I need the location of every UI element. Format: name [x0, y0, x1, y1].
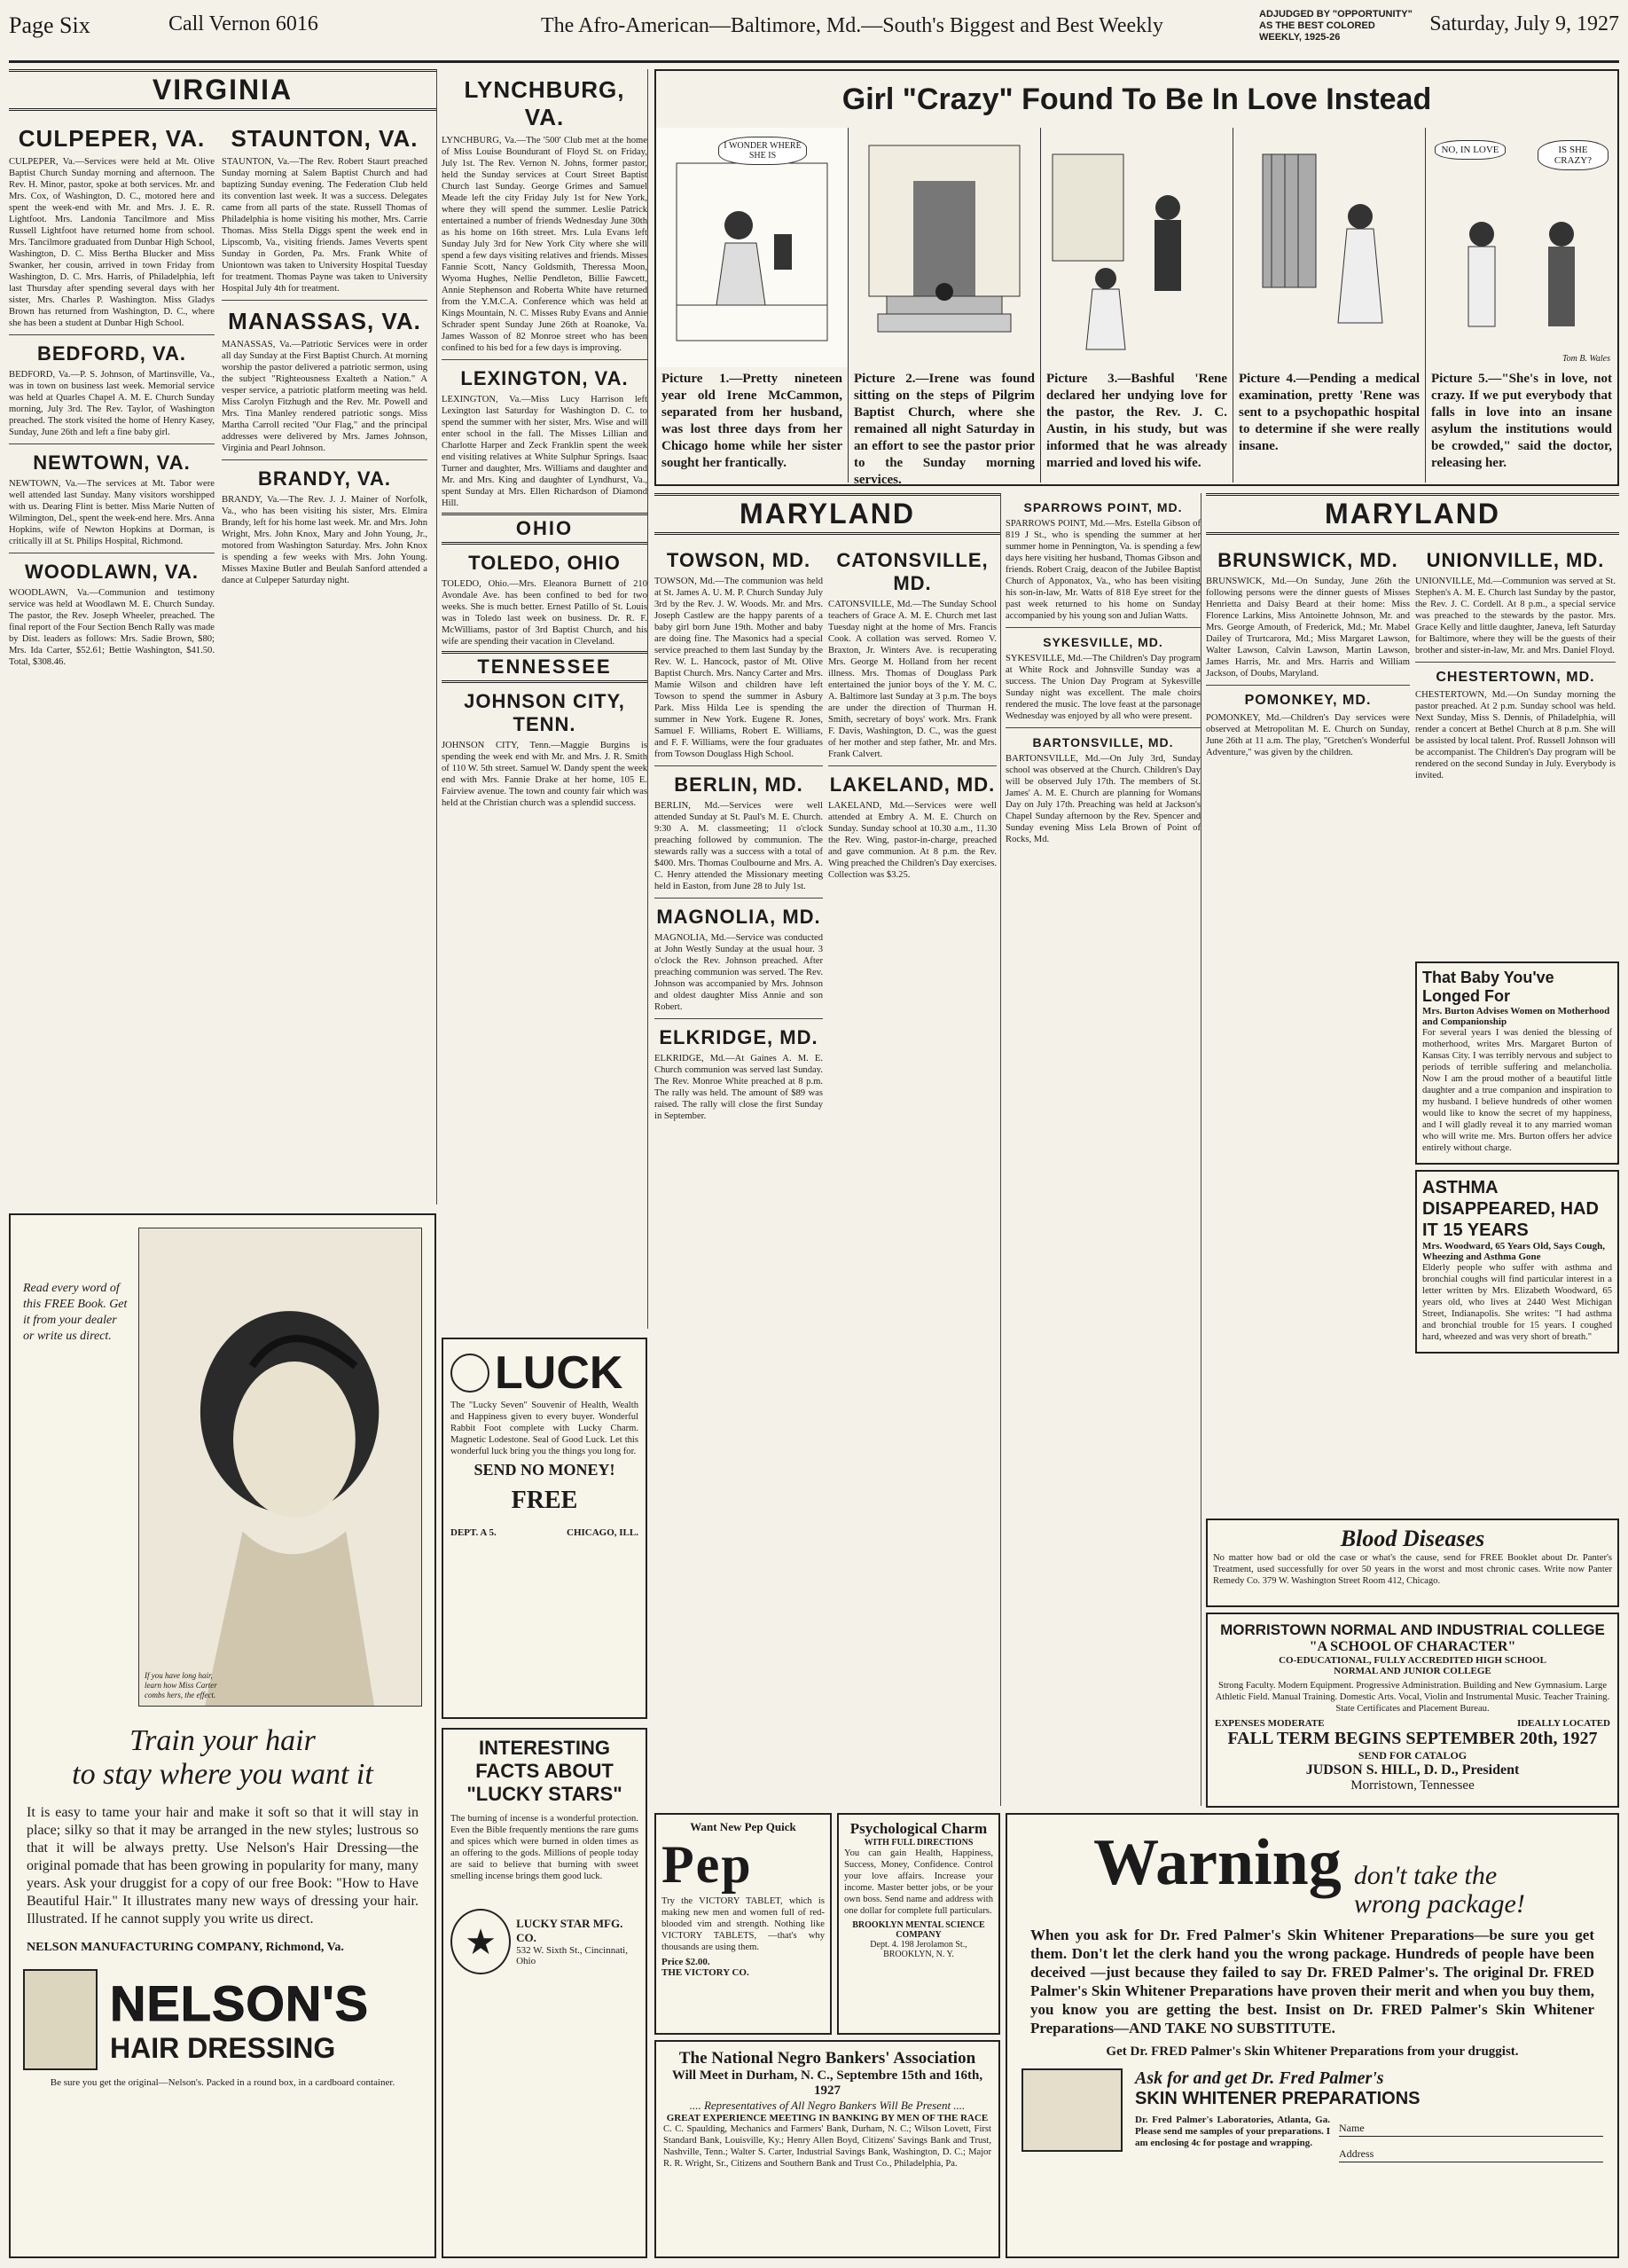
charm-company: BROOKLYN MENTAL SCIENCE COMPANY — [852, 1920, 985, 1940]
coupon-name-label: Name — [1339, 2122, 1365, 2134]
elkridge-article: ELKRIDGE, Md.—At Gaines A. M. E. Church communion was served last Sunday. The Rev. Monroe White preached at 8 p.m. The rally was held. The amount of $89 was raised. The rally will close the first Sunday in September. — [654, 1054, 823, 1121]
charm-body: You can gain Health, Happiness, Success, Money, Confidence. Control your love affairs. Increase your income. Master better jobs, or be your own boss. Send name and address with one dollar for complete full particulars. — [844, 1848, 993, 1916]
bankers-body: C. C. Spaulding, Mechanics and Farmers' Bank, Durham, N. C.; Wilson Lovett, First Standard Bank, Louisville, Ky.; Henry Allen Boyd, Citizens' Savings Bank and Trust, Nashville, Tenn.; Walter S. Carter, Industrial Savings Bank, Washington, D. C.; Major R. R. Wright, Sr., Citizens and Southern Bank and Trust Co., Philadelphia, Pa. — [663, 2124, 991, 2169]
comic-caption-5: Picture 5.—"She's in love, not crazy. If we put everybody that falls in love into an insane asylum the institutions would be crowded," said the doctor, releasing her. — [1431, 372, 1612, 470]
lexington-article: LEXINGTON, Va.—Miss Lucy Harrison left Lexington last Saturday for Washington D. C. to spend the summer with her sister, Mrs. Wise and will enter school in the fall. The Misses Lillian and Charlotte Harper and Zeck Franklin spent the week end visiting relatives at White Sulphur Springs. Isaac Turner and daughter, Mrs. Williams and daughter and Mr. and Mrs. King and daughter of Lyndhurst, Va., spent Sunday at Mrs. Ellen Richardson of Diamond Hill. — [442, 395, 647, 508]
bankers-line3: GREAT EXPERIENCE MEETING IN BANKING BY MEN OF THE RACE — [666, 2113, 989, 2123]
morristown-ideal: IDEALLY LOCATED — [1516, 1718, 1610, 1729]
sykesville-article: SYKESVILLE, Md.—The Children's Day program at White Rock and Johnsville Sunday was a success. The Union Day Program at Sykesville Sunday night was excellent. The male choirs rendered the music. The love feast at the parsonage Wednesday was enjoyed by all who were present. — [1006, 654, 1201, 721]
nelson-jar-icon — [23, 1969, 98, 2070]
stars-title: INTERESTING FACTS ABOUT "LUCKY STARS" — [466, 1737, 622, 1805]
toledo-heading: TOLEDO, OHIO — [468, 552, 621, 574]
bedford-article: BEDFORD, Va.—P. S. Johnson, of Martinsville, Va., was in town on business last week. Memorial service was held at Quarles Chapel A. M. E. Church Sunday morning, July 3rd. The Rev. Taylor, of Washington preached. The stork visited the home of Henry Kasey, Sunday, June 26th and left a fine baby girl. — [9, 370, 215, 437]
warning-tag: don't take the wrong package! — [1353, 1861, 1525, 1919]
berlin-article: BERLIN, Md.—Services were well attended Sunday at St. Paul's M. E. Church. 9:30 A. M. classmeeting; 11 o'clock preaching followed by communion. The stewards rally was a success with a total of $400. Mrs. Thomas Coulbourne and Mrs. A. C. Henry attended the Missionary meeting held in Easton, from June 28 to July 1st. — [654, 801, 823, 891]
maryland-right-col-1 — [1206, 542, 1410, 785]
lucky-stars-ad — [442, 1728, 647, 2258]
asthma-subtitle: Mrs. Woodward, 65 Years Old, Says Cough, Wheezing and Asthma Gone — [1422, 1241, 1605, 1262]
stars-address: 532 W. Sixth St., Cincinnati, Ohio — [516, 1945, 628, 1966]
warning-coupon: Dr. Fred Palmer's Laboratories, Atlanta, Ga. Please send me samples of your preparations. I am enclosing 4c for postage and wrapping. — [1135, 2115, 1330, 2148]
warning-get: Get Dr. FRED Palmer's Skin Whitener Preparations from your druggist. — [1106, 2044, 1519, 2059]
pomonkey-article: POMONKEY, Md.—Children's Day services were observed at Metropolitan M. E. Church on Sunday, June 26th at 11 a.m. The play, "Gretchen's Wonderful Adventure," was given by the children. — [1206, 713, 1410, 757]
toledo-article: TOLEDO, Ohio.—Mrs. Eleanora Burnett of 210 Avondale Ave. has been confined to bed for two weeks. She is much better. Ernest Patillo of St. Louis was in Toledo last week on business. Dr. R. F. McWilliams, pastor of 3rd Baptist Church, and his wife are spending their vacation in Cleveland. — [442, 579, 647, 647]
asthma-body: Elderly people who suffer with asthma and bronchial coughs will find particular interest in a letter written by Mrs. Elizabeth Woodward, 65 years old, who lives at 2440 West Michigan Street, Indianapolis. She writes: "I had asthma and bronchial trouble for 15 years. I coughed hard, wheezed and was very short of breath." — [1422, 1263, 1612, 1342]
morristown-ad — [1206, 1613, 1619, 1808]
morristown-title: MORRISTOWN NORMAL AND INDUSTRIAL COLLEGE — [1220, 1621, 1605, 1638]
towson-article: TOWSON, Md.—The communion was held at St. James A. U. M. P. Church Sunday July 3rd by the Rev. J. W. Woods. Mr. and Mrs. Joseph Castlew are the happy parents of a baby girl born June 19th. Mother and baby are doing fine. The Masonics had a special service preached to them last Sunday by the Rev. W. L. Hancock, pastor of Mt. Olive Baptist Church. Mrs. Nancy Carter and Mrs. Mamie Wilson and children have left Towson to spend the summer in Asbury Park. Miss Hilda Lee is spending the summer in New York. Eugene R. Jones, Samuel F. Williams, Robert E. Williams, and F. F. Williams, were the four graduates from Towson Douglass High School. — [654, 577, 823, 759]
baby-ad — [1415, 961, 1619, 1165]
nelson-portrait — [138, 1228, 422, 1707]
lexington-heading: LEXINGTON, VA. — [460, 367, 629, 389]
warning-ad — [1006, 1813, 1619, 2258]
luck-city: CHICAGO, ILL. — [567, 1527, 638, 1538]
lynchburg-article: LYNCHBURG, Va.—The '500' Club met at the home of Miss Louise Boundurant of Floyd St. on Friday, July 1st. The Rev. Vernon N. Johns, former pastor, held the Sunday services at Court Street Baptist Church last Sunday. George Grimes and Samuel Meade left the city Friday July 1st for New York, where they will spend the summer. Leslie Patrick entertained a number of friends Wednesday June 30th as his home on 16th street. Mrs. Lula Evans left Sunday July 3rd for New York City where she will spend a few days visiting relatives and friends. Misses Fannie Scott, Nancy Goldsmith, Theressa Moon, Wyoma Hughes, Nellie Pendleton, Billie Fawcett, Annie Stephenson and Roberta White have returned from the Y.M.C.A. Conference which was held at Kings Mountain, N. C. Misses Ruby Evans and Annie Schrader spent Sunday June 26th at Roanoke, Va. James Wasson of 82 Monroe street who has been confined to his bed for a few days is improving. — [442, 136, 647, 353]
bankers-line2: .... Representatives of All Negro Bankers Will Be Present .... — [689, 2099, 966, 2112]
charm-title: Psychological Charm — [849, 1820, 988, 1837]
lynchburg-column — [442, 69, 648, 1329]
morristown-body: Strong Faculty. Modern Equipment. Progressive Administration. Building and New Gymnasium. Large Athletic Field. Manual Training. Domestic Arts. Vocal, Violin and Instrumental Music. Teacher Training. State Certificates and Placement Bureau. — [1215, 1681, 1610, 1714]
maryland-right-section — [1206, 493, 1619, 954]
asthma-title: ASTHMA DISAPPEARED, HAD IT 15 YEARS — [1422, 1178, 1599, 1240]
brandy-article: BRANDY, Va.—The Rev. J. J. Mainer of Norfolk, Va., who has been visiting his sister, Mrs. Elmira Brandy, left for his home last week. Mr. and Mrs. John Wright, Mrs. John Knox, Mary and John Young, Jr., motored from Washington Saturday. Mrs. John Knox is spending a few weeks with Mrs. John Young. Misses Maxine Butler and Beulah Sanford attended a dance at Culpeper Saturday night. — [222, 495, 427, 585]
morristown-line2: NORMAL AND JUNIOR COLLEGE — [1334, 1666, 1491, 1676]
culpeper-article: CULPEPER, Va.—Services were held at Mt. Olive Baptist Church Sunday morning and afternoon. The Rev. H. Minor, pastor, spoke at both services. Mr. and Mrs. Cox, of Washington, D. C., motored here and spent the week-end with Mr. and Mrs. J. E. R. Lightfoot. Mrs. Landonia Tancilmore and Miss Russell Lightfoot have returned home from school. Mrs. Tancilmore graduated from Dunbar High School, Washington, D. C. Miss Bertha Blucker and Miss Swanker, her cousin, arrived in town Friday from Washington, D. C. Mrs. Harris, of Philadelphia, left last Thursday after spending several days with her sister, Mrs. Charles P. Washington. Miss Gladys Brown has returned from Washington, D. C., where she has been a student at Dunbar High School. — [9, 157, 215, 328]
luck-free: FREE — [511, 1487, 578, 1514]
luck-send-no-money: SEND NO MONEY! — [474, 1461, 615, 1479]
warning-ask: Ask for and get Dr. Fred Palmer's — [1135, 2068, 1384, 2088]
morristown-president: JUDSON S. HILL, D. D., President — [1305, 1762, 1520, 1778]
page-number: Page Six — [9, 12, 90, 38]
newtown-heading: NEWTOWN, VA. — [33, 451, 191, 474]
pep-brand: Pep — [661, 1835, 753, 1894]
pomonkey-heading: POMONKEY, MD. — [1244, 693, 1372, 708]
warning-title: Warning — [1093, 1826, 1342, 1899]
virginia-header: VIRGINIA — [9, 69, 436, 111]
comic-caption-4: Picture 4.—Pending a medical examination, pretty 'Rene was sent to a psychopathic hospital to determine if she were really insane. — [1239, 372, 1420, 453]
comic-balloon-5a: NO, IN LOVE — [1435, 140, 1506, 160]
manassas-heading: MANASSAS, VA. — [228, 308, 421, 334]
blood-body: No matter how bad or old the case or what's the cause, send for FREE Booklet about Dr. Panter's Treatment, used successfully for over 50 years in the worst and most chronic cases. Write now Panter Remedy Co. 379 W. Washington Street Room 412, Chicago. — [1213, 1553, 1612, 1586]
comic-strip — [654, 69, 1619, 486]
luck-title: LUCK — [495, 1347, 623, 1399]
comic-caption-3: Picture 3.—Bashful 'Rene declared her undying love for the pastor, the Rev. J. C. Austin, in his study, but was informed that he was already married and loved his wife. — [1046, 372, 1227, 470]
church-steps-icon — [849, 128, 1040, 367]
comic-panel-2 — [849, 128, 1041, 487]
maryland-right-col-2 — [1415, 542, 1616, 785]
towson-heading: TOWSON, MD. — [666, 549, 811, 571]
morristown-motto: "A SCHOOL OF CHARACTER" — [1309, 1639, 1516, 1654]
sparrows-heading: SPARROWS POINT, MD. — [1023, 500, 1183, 514]
baby-subtitle: Mrs. Burton Advises Women on Motherhood and Companionship — [1422, 1006, 1610, 1027]
pep-price: Price $2.00. — [661, 1957, 710, 1967]
virginia-section — [9, 69, 437, 1205]
virginia-col-2 — [222, 118, 427, 671]
unionville-article: UNIONVILLE, Md.—Communion was served at St. Stephen's A. M. E. Church last Sunday by the pastor, the Rev. J. C. Cordell. At 8 p.m., a special service was preached to the stewards by the pastor. Mrs. Grace Kelly and little daughter, Janeva, left Saturday for Baltimore, where they will be the guests of their brother and sister-in-law, Mr. and Mrs. Daniel Floyd. — [1415, 577, 1616, 655]
comic-panel-1 — [656, 128, 849, 483]
magnolia-heading: MAGNOLIA, MD. — [656, 906, 821, 928]
blood-title: Blood Diseases — [1340, 1526, 1485, 1551]
morristown-term: FALL TERM BEGINS SEPTEMBER 20th, 1927 — [1227, 1729, 1598, 1748]
charm-address: Dept. 4. 198 Jerolamon St., BROOKLYN, N. Y. — [870, 1940, 967, 1959]
woman-portrait-icon — [139, 1228, 421, 1706]
chestertown-article: CHESTERTOWN, Md.—On Sunday morning the pastor preached. At 2 p.m. Sunday school was held. Next Sunday, Miss S. Dennis, of Philadelphia, will render a concert at Bethel Church at 8 p.m. She will be assisted by local talent. Prof. Russell Johnson will be accompanist. The Children's Day program will be rendered on the second Sunday in July. Everybody is invited. — [1415, 690, 1616, 781]
catonsville-heading: CATONSVILLE, MD. — [836, 549, 989, 594]
masthead — [9, 7, 1619, 63]
comic-balloon-5b: IS SHE CRAZY? — [1538, 140, 1608, 170]
nelson-footer: Be sure you get the original—Nelson's. Packed in a round box, in a cardboard container. — [50, 2077, 395, 2088]
brunswick-article: BRUNSWICK, Md.—On Sunday, June 26th the following persons were the dinner guests of Misses Henrietta and Daisy Beard at their home: Miss Florence Larkins, Miss Antoinette Johnson, Mr. and Mrs. George Amouth, of Frederick, Md.; Mr. Mabel Dailey of Trurtcarora, Md.; Miss Margaret Lawson, Walter Lawson, Calvin Lawson, Martin Lawson, James Harris, Mr. and Mrs. Harris and William Jackson, of Doubs, Maryland. — [1206, 577, 1410, 679]
bedford-heading: BEDFORD, VA. — [36, 342, 187, 365]
maryland-section — [654, 493, 1001, 1806]
bartonsville-article: BARTONSVILLE, Md.—On July 3rd, Sunday school was observed at the Church. Children's Day will be observed July 17th. The members of St. James' A. M. E. Church are planning for Womans Day on July 17th. Preaching was held at Jackson's Chapel Sunday afternoon by the Rev. Spencer and Sunday evening Miss Lela Brown of Point of Rocks, Md. — [1006, 754, 1201, 844]
culpeper-heading: CULPEPER, VA. — [18, 125, 206, 152]
woodlawn-article: WOODLAWN, Va.—Communion and testimony service was held at Woodlawn M. E. Church Sunday. The pastor, the Rev. Joseph Wheeler, preached. The final report of the Four Section Bench Rally was made by Dist. leaders as follows: Mrs. Sadie Brown, $80; Mrs. Ida Carter, $52.61; Bettie Washington, $41.50. Total, $308.46. — [9, 588, 215, 667]
lynchburg-heading: LYNCHBURG, VA. — [464, 76, 625, 130]
warning-body: When you ask for Dr. Fred Palmer's Skin Whitener Preparations—be sure you get them. Don't let the clerk hand you the wrong package. Hundreds of people have been deceived —just because they failed to say Dr. FRED Palmer's. The original Dr. FRED Palmer's Skin Whitener Preparations have proven their merit and when you buy them, you know you are getting the best. Insist on Dr. FRED Palmer's Skin Whitener Preparations—AND TAKE NO SUBSTITUTE. — [1030, 1927, 1594, 2036]
comic-panel-3 — [1041, 128, 1233, 483]
morristown-line1: CO-EDUCATIONAL, FULLY ACCREDITED HIGH SCHOOL — [1279, 1655, 1546, 1666]
staunton-article: STAUNTON, Va.—The Rev. Robert Staurt preached Sunday morning at Salem Baptist Church and had baptizing Sunday evening. The Federation Club held its convention last week. It was a success. Delegates came from all parts of the state. Russell Thomas of Philadelphia is home visiting his mother, Mrs. Carrie Thomas. Miss Stella Diggs spent the week end in Lipscomb, Va., visiting friends. James Veverts spent Sunday in Gorden, Pa. Mrs. Frank White of Uniontown was taken to University Hospital Tuesday for treatment. Thomas Payne was taken to University Hospital July 4th for treatment. — [222, 157, 427, 294]
berlin-heading: BERLIN, MD. — [674, 773, 803, 796]
maryland-col-1 — [654, 542, 823, 1126]
nelson-headline-2: to stay where you want it — [72, 1758, 373, 1791]
manassas-article: MANASSAS, Va.—Patriotic Services were in order all day Sunday at the First Baptist Church. At morning worship the pastor delivered a patriotic sermon, using the subject "Righteousness Exalteth a Nation." A vesper service, a patriotic platform meeting was held. Miss Carolyn Fitzhugh and the Rev. Mr. Powell and Mrs. Tina Manley rendered patriotic songs. Miss Martha Carroll recited "Our Flag," and the principal addresses were delivered by Mrs. James Johnson, Virginia and Pearl Johnson. — [222, 340, 427, 453]
sparrows-column — [1006, 493, 1201, 1806]
warning-product: SKIN WHITENER PREPARATIONS — [1135, 2089, 1421, 2108]
newtown-article: NEWTOWN, Va.—The services at Mt. Tabor were well attended last Sunday. Many visitors worshipped with us. Dearing Flint is better. Miss Marie Nutten of Wilmington, Del., spent the week-end here. Mrs. Anna Hopkins, wife of Newton Hopkins at Dorman, is critically ill at St. Philips Hospital, Richmond. — [9, 479, 215, 546]
maryland-right-header: MARYLAND — [1206, 493, 1619, 535]
bankers-ad — [654, 2040, 1000, 2258]
pastor-study-icon — [1041, 128, 1233, 367]
morristown-city: Morristown, Tennessee — [1350, 1778, 1475, 1793]
luck-body: The "Lucky Seven" Souvenir of Health, Wealth and Happiness given to every buyer. Wonderful Rabbit Foot complete with Lucky Charm. Magnetic Lodestone. Seal of Good Luck. Let this wonderful luck bring you the things you long for. — [450, 1401, 638, 1456]
brunswick-heading: BRUNSWICK, MD. — [1217, 549, 1398, 571]
lakeland-heading: LAKELAND, MD. — [829, 773, 996, 796]
comic-panel-5 — [1426, 128, 1617, 483]
coupon-name-field[interactable] — [1339, 2122, 1603, 2137]
stars-company: LUCKY STAR MFG. CO. — [516, 1917, 623, 1944]
bankers-line1: Will Meet in Durham, N. C., Septembre 15th and 16th, 1927 — [671, 2068, 983, 2098]
right-ads-column — [1415, 961, 1619, 1511]
bankers-title: The National Negro Bankers' Association — [678, 2049, 976, 2068]
comic-balloon-1: I WONDER WHERE SHE IS — [718, 137, 807, 165]
virginia-col-1 — [9, 118, 215, 671]
hospital-icon — [1233, 128, 1425, 367]
palmer-jar-icon — [1021, 2068, 1123, 2152]
woodlawn-heading: WOODLAWN, VA. — [25, 561, 199, 583]
johnson-city-article: JOHNSON CITY, Tenn.—Maggie Burgins is spending the week end with Mr. and Mrs. J. R. Smith of 110 W. 5th street. Samuel W. Dandy spent the week end with Mrs. Fannie Drake at her home, 105 E. Fairview avenue. The town and county fair which was held at the Christian church was a splendid success. — [442, 741, 647, 808]
magnolia-article: MAGNOLIA, Md.—Service was conducted at John Westly Sunday at the usual hour. 3 o'clock the Rev. Johnson preached. After preaching communion was served. The Rev. Johnson was accompanied by Mrs. Johnson and oldest daughter Miss Annie and son Robert. — [654, 933, 823, 1012]
nelson-caption-small: If you have long hair, learn how Miss Carter combs hers, the effect. — [145, 1671, 217, 1699]
charm-subtitle: WITH FULL DIRECTIONS — [864, 1838, 974, 1848]
morristown-expenses: EXPENSES MODERATE — [1215, 1718, 1325, 1729]
baby-title: That Baby You've Longed For — [1422, 969, 1554, 1005]
johnson-city-heading: JOHNSON CITY, TENN. — [464, 690, 625, 735]
ohio-header: OHIO — [442, 513, 647, 545]
brandy-heading: BRANDY, VA. — [258, 467, 391, 490]
masthead-phone: Call Vernon 6016 — [168, 12, 318, 35]
masthead-adjudged: ADJUDGED BY "OPPORTUNITY" AS THE BEST COLORED WEEKLY, 1925-26 — [1259, 9, 1413, 43]
masthead-date: Saturday, July 9, 1927 — [1429, 12, 1619, 35]
bartonsville-heading: BARTONSVILLE, MD. — [1032, 735, 1174, 749]
catonsville-article: CATONSVILLE, Md.—The Sunday School teachers of Grace A. M. E. Church met last Tuesday night at the home of Mrs. Francis Cook. A collation was served. Romeo V. Braxton, Jr. Winters Ave. is recuperating Mrs. George M. Holland from her recent illness. Mrs. Thomas of Douglass Park entertained the junior boys of the Y. M. C. A. Baltimore last Sunday at 3 p.m. The boys are under the direction of Thurman H. Smith, secretary of boys' work. Mrs. Frank F. Davis, Washington, D. C., was the guest of her mother and step father, Mr. and Mrs. Frank Calvert. — [828, 600, 997, 759]
baby-body: For several years I was denied the blessing of motherhood, writes Mrs. Margaret Burton of Kansas City. I was terribly nervous and subject to periods of terrible suffering and melancholia. Now I am the proud mother of a beautiful little daughter and a true companion and inspiration to my husband. I believe hundreds of other women would like to know the secret of my happiness, and I will gladly reveal it to any married woman who will write me. Mrs. Burton offers her advice entirely without charge. — [1422, 1028, 1612, 1153]
nelson-brand: NELSON'S — [110, 1975, 370, 2031]
pep-ad — [654, 1813, 832, 2035]
nelson-headline-1: Train your hair — [129, 1724, 316, 1757]
comic-caption-1: Picture 1.—Pretty nineteen year old Irene McCammon, separated from her husband, was lost three days from her Chicago home while her sister sought her frantically. — [661, 372, 842, 470]
staunton-heading: STAUNTON, VA. — [231, 125, 419, 152]
masthead-title: The Afro-American—Baltimore, Md.—South's Biggest and Best Weekly — [541, 14, 1163, 37]
pep-company: THE VICTORY CO. — [661, 1967, 749, 1978]
tennessee-header: TENNESSEE — [442, 651, 647, 683]
asthma-ad — [1415, 1170, 1619, 1354]
luck-ad — [442, 1338, 647, 1719]
lakeland-article: LAKELAND, Md.—Services were well attended at Embry A. M. E. Church on Sunday. Sunday school at 10.30 a.m., 11.30 the Rev. Wing, pastor-in-charge, preached and gave communion. At 8 p.m. the Rev. Wing preached the Children's Day exercises. Collection was $3.25. — [828, 801, 997, 880]
nelson-hair-ad — [9, 1213, 436, 2258]
morristown-catalog: SEND FOR CATALOG — [1358, 1749, 1468, 1762]
elkridge-heading: ELKRIDGE, MD. — [659, 1026, 818, 1048]
pep-body: Try the VICTORY TABLET, which is making new men and women full of red-blooded vim and strength. Nothing like VICTORY TABLETS, —that's why thousands are using them. — [661, 1896, 825, 1952]
sparrows-article: SPARROWS POINT, Md.—Mrs. Estella Gibson of 819 J St., who is spending the summer at her summer home in Pennington, Va. is spending a few days here visiting her husband, Thomas Gibson and friends. Robert Craig, deacon of the Jubilee Baptist Church of Apponatox, Va., who has been visiting his son-in-law, Mr. Watts of 818 Eye street for the past week returned to his home on Sunday accompanied by his young son and Julian Watts. — [1006, 519, 1201, 621]
stars-body: The burning of incense is a wonderful protection. Even the Bible frequently mentions the rare gums and spices which were burned in olden times as an offering to the gods. Millions of people today are said to believe that burning with sweet smelling incense brings them good luck. — [450, 1814, 638, 1881]
sykesville-heading: SYKESVILLE, MD. — [1043, 635, 1163, 649]
nelson-body: It is easy to tame your hair and make it soft so that it will stay in place; silky so that it may be arranged in the new styles; lustrous so that it will be always pretty. Use Nelson's Hair Dressing—the original pomade that has been growing in popularity for many, many years. Ask your druggist for a copy of our free Book: "How to Have Beautiful Hair." It illustrates many new ways of dressing your hair. Illustrated. If he cannot supply you write us direct. — [27, 1805, 419, 1927]
charm-ad — [837, 1813, 1000, 2035]
comic-signature: Tom B. Wales — [1562, 354, 1610, 364]
comic-panel-4 — [1233, 128, 1426, 483]
coupon-address-field[interactable] — [1339, 2147, 1603, 2162]
nelson-company: NELSON MANUFACTURING COMPANY, Richmond, Va. — [27, 1941, 344, 1954]
nelson-product: HAIR DRESSING — [110, 2032, 336, 2064]
comic-title: Girl "Crazy" Found To Be In Love Instead — [841, 82, 1432, 116]
chestertown-heading: CHESTERTOWN, MD. — [1436, 670, 1595, 685]
unionville-heading: UNIONVILLE, MD. — [1426, 549, 1605, 571]
nelson-read-every: Read every word of this FREE Book. Get it from your dealer or write us direct. — [23, 1282, 128, 1343]
maryland-col-2 — [828, 542, 997, 1126]
horseshoe-icon — [450, 1354, 489, 1393]
coupon-address-label: Address — [1339, 2147, 1374, 2160]
blood-ad — [1206, 1519, 1619, 1607]
maryland-header: MARYLAND — [654, 493, 1000, 535]
star-icon: ★ — [450, 1909, 511, 1974]
pep-want: Want New Pep Quick — [690, 1820, 796, 1833]
luck-dept: DEPT. A 5. — [450, 1527, 497, 1538]
comic-caption-2: Picture 2.—Irene was found sitting on the steps of Pilgrim Baptist Church, where she remained all night Saturday in an effort to see the pastor prior to the Sunday morning services. — [854, 372, 1035, 487]
